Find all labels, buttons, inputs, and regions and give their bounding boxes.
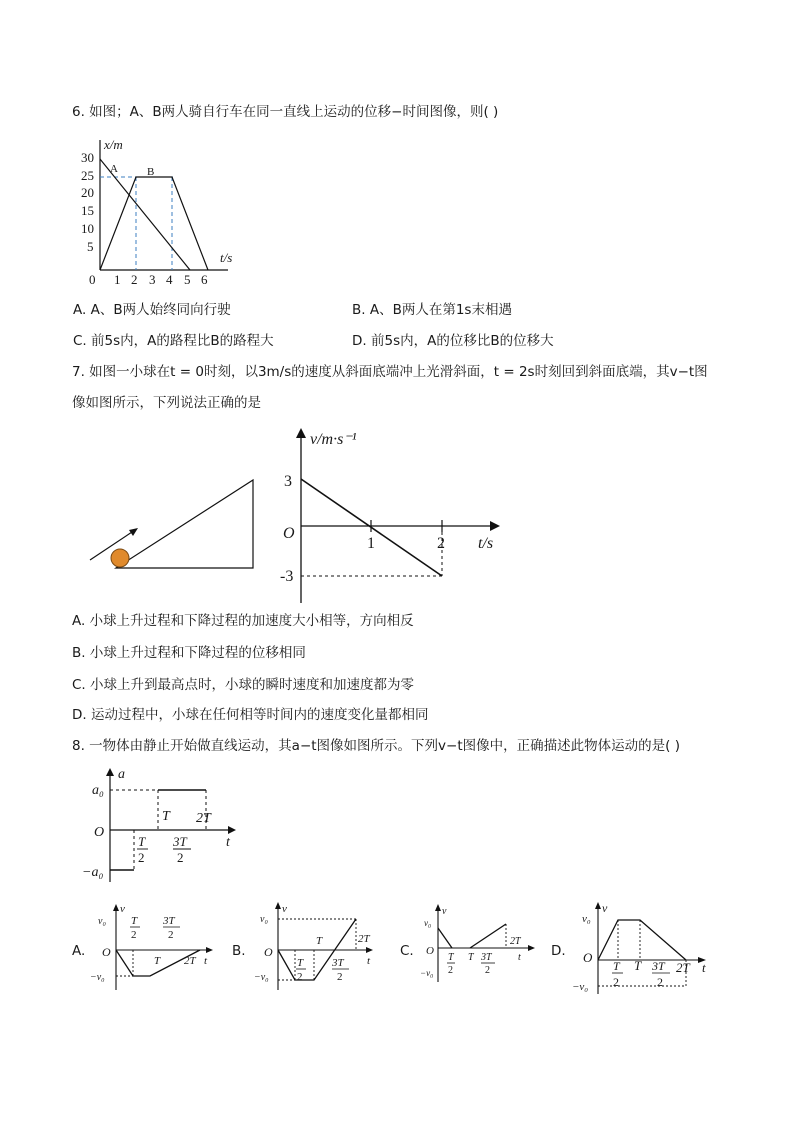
qb-v: v — [282, 903, 287, 915]
q7-x1: 1 — [367, 535, 375, 552]
qc-O: O — [426, 945, 434, 957]
q7-option-b: B. 小球上升过程和下降过程的位移相同 — [72, 645, 306, 661]
q7-stem-line2: 像如图所示，下列说法正确的是 — [72, 395, 261, 411]
q8-origin: O — [94, 825, 105, 840]
qb-t: t — [367, 955, 371, 967]
q8-halfT-den: 2 — [138, 850, 145, 865]
qa-v0: v₀ — [98, 916, 106, 927]
qc-half-num: T — [448, 952, 454, 963]
q6-xtick-4: 4 — [166, 272, 173, 287]
q8-choice-a-graph — [88, 902, 218, 997]
qc-v-seg1 — [438, 928, 452, 948]
q6-origin: 0 — [89, 272, 96, 287]
qa-v: v — [120, 903, 125, 915]
q7-ylabel: v/m·s⁻¹ — [310, 431, 357, 448]
q8-xlabel: t — [226, 835, 230, 850]
qd-v: v — [602, 901, 608, 915]
q8-3halfT-den: 2 — [177, 850, 184, 865]
qd-tq-den: 2 — [657, 975, 663, 989]
qd-v0: v₀ — [582, 913, 591, 925]
q8-at-graph — [82, 766, 268, 886]
qd-y-arrow — [595, 902, 601, 909]
q6-ylabel: x/m — [104, 137, 123, 152]
q8-stem: 8. 一物体由静止开始做直线运动，其a−t图像如图所示。下列v−t图像中，正确描述此物体运动的是( ) — [72, 738, 680, 754]
qd-2T: 2T — [676, 960, 690, 975]
q8-a0: a₀ — [92, 783, 104, 798]
qc-half-den: 2 — [448, 965, 453, 976]
q6-stem: 6. 如图；A、B两人骑自行车在同一直线上运动的位移−时间图像，则( ) — [72, 104, 499, 120]
qa-t: t — [204, 955, 208, 967]
q6-xtick-2: 2 — [131, 272, 138, 287]
qd-half-num: T — [613, 959, 620, 973]
qa-O: O — [102, 945, 111, 959]
q7-option-c: C. 小球上升到最高点时，小球的瞬时速度和加速度都为零 — [72, 677, 415, 693]
q6-xtick-1: 1 — [114, 272, 121, 287]
q6-ytick-5: 5 — [87, 239, 94, 254]
qd-v-curve — [598, 920, 686, 960]
qd-tq-num: 3T — [652, 959, 665, 973]
q6-ytick-20: 20 — [81, 185, 94, 200]
qb-half-den: 2 — [297, 971, 303, 983]
q6-option-a: A. A、B两人始终同向行驶 — [73, 302, 231, 318]
qa-tq-den: 2 — [168, 929, 174, 941]
q8-choice-c-label: C. — [400, 943, 414, 959]
qb-tq-den: 2 — [337, 971, 343, 983]
q7-arrow-head — [129, 528, 138, 536]
q7-vt-graph — [278, 428, 518, 608]
q6-option-c: C. 前5s内，A的路程比B的路程大 — [73, 333, 274, 349]
qa-tq-num: 3T — [163, 915, 175, 927]
q7-option-a: A. 小球上升过程和下降过程的加速度大小相等，方向相反 — [72, 613, 414, 629]
q8-3halfT-num: 3T — [173, 834, 187, 849]
q8-halfT-num: T — [138, 834, 146, 849]
qb-negv0: −v₀ — [254, 972, 269, 983]
qd-negv0: −v₀ — [572, 981, 589, 993]
q6-xtick-3: 3 — [149, 272, 156, 287]
qb-O: O — [264, 945, 273, 959]
q7-incline — [116, 480, 253, 568]
qd-half-den: 2 — [613, 975, 619, 989]
qc-2T: 2T — [510, 936, 521, 947]
qc-v0: v₀ — [424, 918, 432, 928]
q8-choice-d-graph — [568, 900, 718, 1000]
q8-choice-b-graph — [250, 900, 380, 995]
qc-negv0: −v₀ — [420, 968, 434, 978]
qb-2T: 2T — [358, 933, 370, 945]
q7-origin: O — [283, 525, 295, 542]
q8-y-arrow — [106, 768, 114, 776]
qc-tq-den: 2 — [485, 965, 490, 976]
q6-ytick-10: 10 — [81, 221, 94, 236]
q8-T: T — [162, 809, 170, 824]
q8-choice-b-label: B. — [232, 943, 246, 959]
qa-y-arrow — [113, 904, 119, 911]
q7-ball — [111, 549, 129, 567]
q7-x2: 2 — [437, 535, 445, 552]
q8-x-arrow — [228, 826, 236, 834]
q8-choice-d-label: D. — [551, 943, 566, 959]
qb-half-num: T — [297, 957, 304, 969]
q7-y-pos: 3 — [284, 473, 292, 490]
qb-y-arrow — [275, 902, 281, 909]
q6-xtick-6: 6 — [201, 272, 208, 287]
q8-neg-a0: −a₀ — [82, 865, 104, 880]
qb-v0: v₀ — [260, 914, 268, 925]
q6-option-b: B. A、B两人在第1s末相遇 — [352, 302, 512, 318]
q7-y-neg: -3 — [280, 568, 294, 585]
q7-stem-line1: 7. 如图一小球在t = 0时刻，以3m/s的速度从斜面底端冲上光滑斜面，t = 2s时刻回到斜面底端，其v−t图 — [72, 364, 708, 380]
qb-T: T — [316, 935, 323, 947]
qa-x-arrow — [206, 947, 213, 953]
qc-v: v — [442, 906, 447, 917]
q6-line-b — [100, 177, 208, 270]
qd-t: t — [702, 960, 706, 975]
q6-xtick-5: 5 — [184, 272, 191, 287]
q6-label-b: B — [147, 166, 155, 178]
q8-choice-a-label: A. — [72, 943, 86, 959]
qa-half-den: 2 — [131, 929, 137, 941]
qc-tq-num: 3T — [481, 952, 492, 963]
q8-2T: 2T — [196, 811, 211, 826]
qa-T: T — [154, 955, 161, 967]
qc-x-arrow — [528, 945, 535, 951]
qc-T: T — [468, 952, 474, 963]
qc-y-arrow — [435, 904, 441, 911]
qa-2T: 2T — [184, 955, 196, 967]
q7-incline-diagram — [80, 470, 260, 580]
q8-choice-c-graph — [418, 902, 538, 992]
q6-xt-graph — [78, 138, 258, 288]
qb-x-arrow — [366, 947, 373, 953]
qc-t: t — [518, 952, 521, 963]
qa-negv0: −v₀ — [90, 972, 105, 983]
q7-option-d: D. 运动过程中，小球在任何相等时间内的速度变化量都相同 — [72, 707, 429, 723]
q7-y-arrow — [296, 428, 306, 438]
qd-T: T — [634, 958, 642, 973]
qa-half-num: T — [131, 915, 138, 927]
q6-ytick-25: 25 — [81, 168, 94, 183]
q7-v-line — [301, 479, 442, 576]
q6-label-a: A — [110, 163, 118, 175]
q6-option-d: D. 前5s内，A的位移比B的位移大 — [352, 333, 554, 349]
qc-v-seg2 — [470, 924, 506, 948]
qb-tq-num: 3T — [332, 957, 344, 969]
qd-O: O — [583, 950, 593, 965]
q6-xlabel: t/s — [220, 250, 233, 265]
q6-ytick-30: 30 — [81, 150, 94, 165]
q6-line-a — [100, 159, 190, 270]
q6-ytick-15: 15 — [81, 203, 94, 218]
q7-x-arrow — [490, 521, 500, 531]
q7-xlabel: t/s — [478, 535, 494, 552]
q8-ylabel: a — [118, 767, 125, 782]
